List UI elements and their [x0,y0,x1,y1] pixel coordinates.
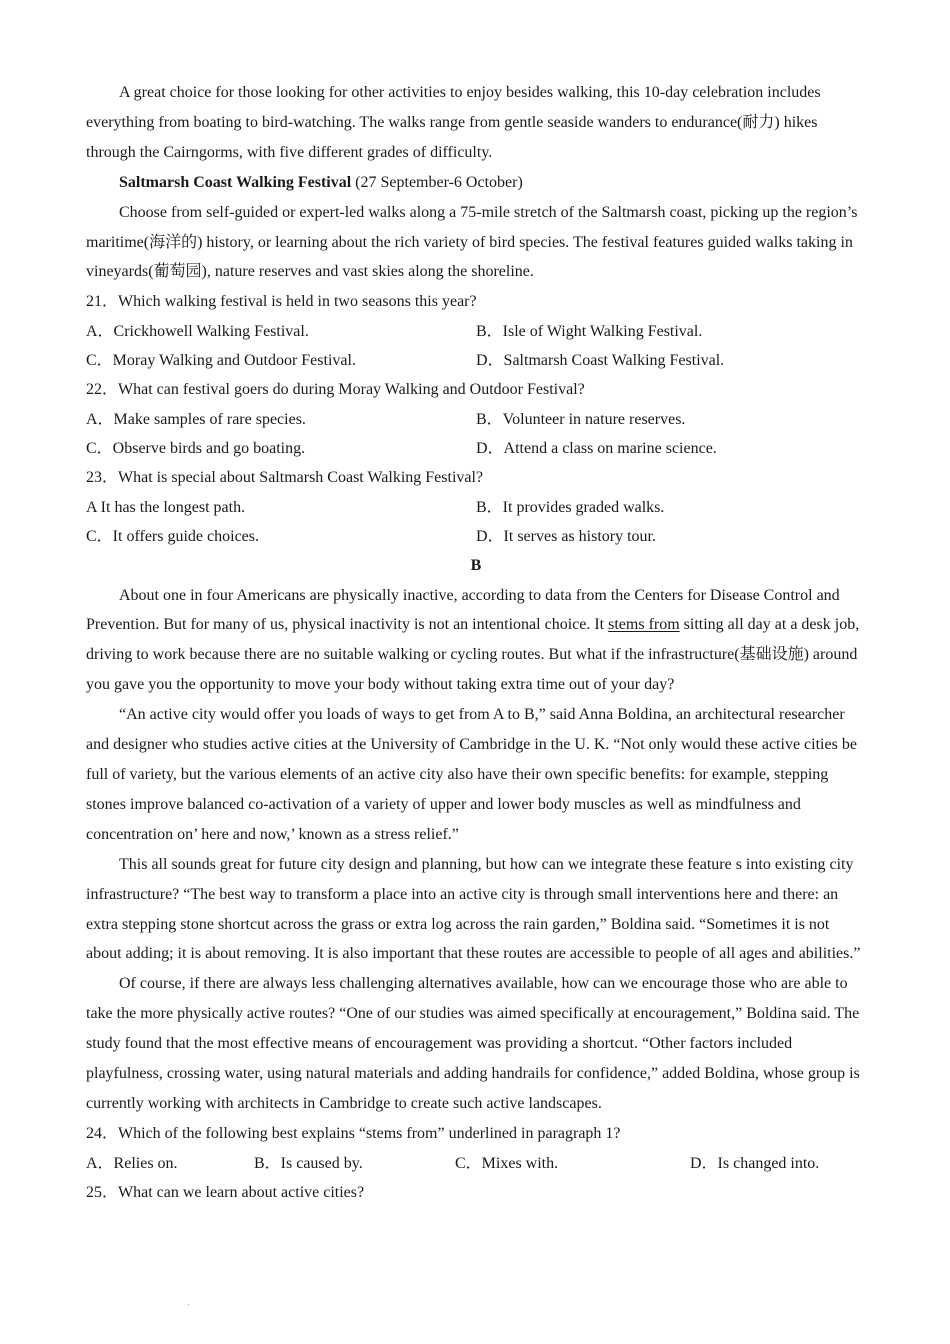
saltmarsh-festival-paragraph: Choose from self-guided or expert-led walks along a 75-mile stretch of the Saltmarsh coast, picking up the region’s maritime(海洋的) history, or learning about the rich variety of bird species. The festival features guided walks taking in vineyards(葡萄园), nature reserves and vast skies along the shoreline. [86,203,858,281]
festival-dates: (27 September-6 October) [351,173,523,191]
moray-festival-paragraph: A great choice for those looking for other activities to enjoy besides walking, this 10-day celebration includes everything from boating to bird-watching. The walks range from gentle seaside wanders to endurance(耐力) hikes through the Cairngorms, with five different grades of difficulty. [86,84,821,161]
option-row [86,434,866,463]
question-number: 24． [86,1124,119,1142]
option-a[interactable]: A It has the longest path. [86,498,246,516]
question-25 [86,1178,866,1208]
option-a[interactable]: A．Make samples of rare species. [86,410,306,428]
option-row [86,317,866,346]
exam-page [86,78,866,1207]
question-stem [86,1178,866,1208]
section-b-paragraph-3: This all sounds great for future city design and planning, but how can we integrate these feature s into existing city infrastructure? “The best way to transform a place into an active city is through small interventions here and there: an extra stepping stone shortcut across the grass or extra log across the rain garden,” Boldina said. “Sometimes it is not about adding; it is about removing. It is also important that these routes are accessible to people of all ages and abilities.” [86,855,861,963]
question-22 [86,375,866,463]
question-21 [86,287,866,375]
option-b[interactable]: B．Volunteer in nature reserves. [476,410,686,428]
question-number: 23． [86,468,119,486]
option-c[interactable]: C．Mixes with. [455,1154,559,1172]
page-speck [188,1304,189,1305]
question-24 [86,1119,866,1178]
option-row [86,405,866,434]
option-d[interactable]: D．Is changed into. [690,1154,820,1172]
option-c[interactable]: C．Moray Walking and Outdoor Festival. [86,352,356,370]
paragraph-text: About one in four Americans are physically inactive, according to data from the Centers for Disease Control and Prevention. But for many of us, physical inactivity is not an intentional choice. It [86,586,840,634]
option-b[interactable]: B．It provides graded walks. [476,498,665,516]
festival-title: Saltmarsh Coast Walking Festival [119,173,352,191]
option-c[interactable]: C．It offers guide choices. [86,527,259,545]
section-b-paragraph-2: “An active city would offer you loads of ways to get from A to B,” said Anna Boldina, an architectural researcher and designer who studies active cities at the University of Cambridge in the U. K. “Not only would these active cities be full of variety, but the various elements of an active city also have their own specific benefits: for example, stepping stones improve balanced co-activation of a variety of upper and lower body muscles as well as mindfulness and concentration on’ here and now,’ known as a stress relief.” [86,706,857,843]
question-text: Which of the following best explains “stems from” underlined in paragraph 1? [118,1124,621,1142]
option-d[interactable]: D．Attend a class on marine science. [476,439,717,457]
option-a[interactable]: A．Crickhowell Walking Festival. [86,323,309,341]
question-text: What can festival goers do during Moray Walking and Outdoor Festival? [118,381,585,399]
underlined-phrase: stems from [608,616,680,634]
section-b-paragraph-1 [86,581,866,701]
question-number: 22． [86,381,119,399]
question-stem [86,463,866,493]
option-row [86,1149,866,1178]
option-row [86,346,866,375]
option-b[interactable]: B．Isle of Wight Walking Festival. [476,323,703,341]
question-stem [86,287,866,317]
question-text: What can we learn about active cities? [118,1183,365,1201]
option-a[interactable]: A．Relies on. [86,1154,178,1172]
section-b-heading: B [470,556,482,574]
question-stem [86,1119,866,1149]
question-text: Which walking festival is held in two seasons this year? [118,293,477,311]
question-23 [86,463,866,551]
question-text: What is special about Saltmarsh Coast Walking Festival? [118,468,484,486]
option-c[interactable]: C．Observe birds and go boating. [86,439,306,457]
option-row [86,493,866,522]
option-d[interactable]: D．Saltmarsh Coast Walking Festival. [476,352,725,370]
question-number: 25． [86,1183,119,1201]
option-d[interactable]: D．It serves as history tour. [476,527,656,545]
question-number: 21． [86,293,119,311]
festival-heading [86,168,866,198]
question-stem [86,375,866,405]
option-b[interactable]: B．Is caused by. [254,1154,363,1172]
paragraph-text: sitting all day at a desk job, driving to work because there are no suitable walking or cycling routes. But what if the infrastructure(基础设施) around you gave you the opportunity to move your body without taking extra time out of your day? [86,616,860,694]
option-row [86,522,866,551]
section-b-paragraph-4: Of course, if there are always less challenging alternatives available, how can we encourage those who are able to take the more physically active routes? “One of our studies was aimed specifically at encouragement,” Boldina said. The study found that the most effective means of encouragement was providing a shortcut. “Other factors included playfulness, crossing water, using natural materials and adding handrails for confidence,” added Boldina, whose group is currently working with architects in Cambridge to create such active landscapes. [86,975,860,1112]
